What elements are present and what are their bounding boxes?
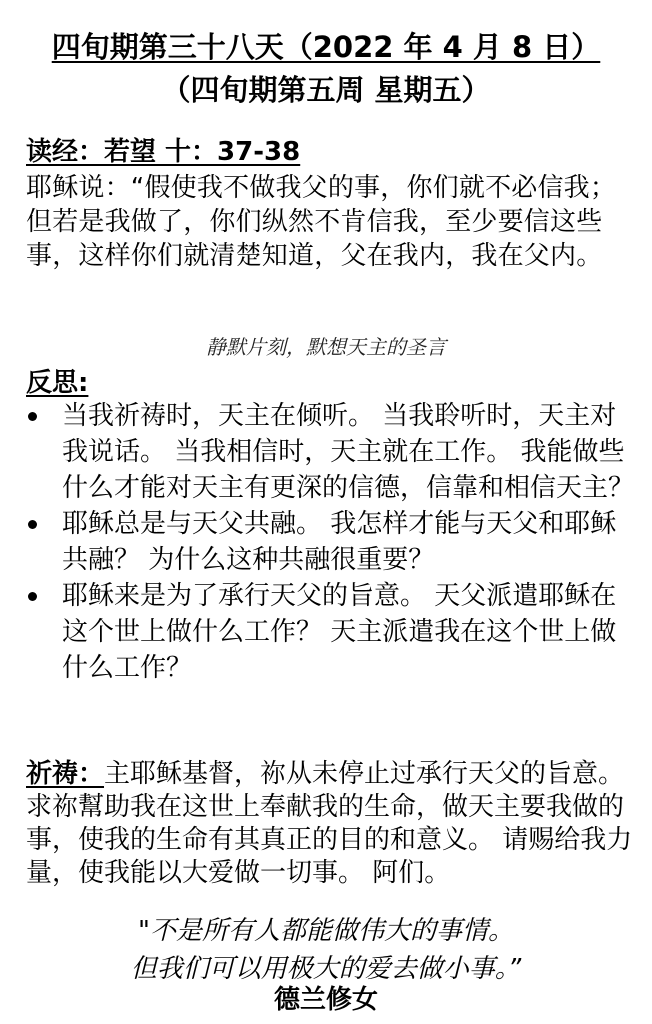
prayer-text: 主耶稣基督，祢从未停止过承行天父的旨意。 求祢幫助我在这世上奉献我的生命，做天主要我做的事，使我的生命有其真正的目的和意义。 请赐给我力量，使我能以大爱做一切事。 阿们。: [26, 759, 633, 888]
quote-author: 德兰修女: [273, 985, 378, 1015]
list-item: [26, 398, 636, 506]
bullet-icon: [28, 520, 37, 529]
list-item: [26, 578, 636, 686]
quote-line: 但我们可以用极大的爱去做小事。”: [130, 954, 522, 984]
reflection-list: [26, 398, 636, 686]
quote-line: "不是所有人都能做伟大的事情。: [138, 916, 514, 946]
list-item: [26, 506, 636, 578]
bullet-icon: [28, 412, 37, 421]
reflection-heading: 反思:: [26, 368, 89, 398]
page-title-text: 四旬期第三十八天（2022 年 4 月 8 日）: [51, 30, 601, 64]
reflection-item-text: 当我祈祷时，天主在倾听。 当我聆听时，天主对我说话。 当我相信时，天主就在工作。 我能做些什么才能对天主有更深的信德，信靠和相信天主？: [62, 401, 635, 503]
reading-text: [26, 171, 636, 273]
silence-note: 静默片刻，默想天主的圣言: [206, 335, 446, 359]
reading-heading: 读经：若望 十：37-38: [26, 137, 301, 167]
prayer-paragraph: [26, 758, 636, 890]
prayer-label: 祈祷：: [26, 759, 105, 789]
page-title: [0, 27, 652, 67]
reading-line: 但若是我做了，你们纵然不肯信我，至少要信这些事，这样你们就清楚知道，父在我内，我在父内。: [26, 207, 603, 271]
reflection-item-text: 耶稣总是与天父共融。 我怎样才能与天父和耶稣共融？ 为什么这种共融很重要？: [62, 509, 617, 575]
bullet-icon: [28, 592, 37, 601]
reading-line: 耶稣说：“假使我不做我父的事，你们就不必信我；: [26, 173, 617, 203]
quote: [0, 912, 652, 988]
page-subtitle: （四旬期第五周 星期五）: [161, 73, 491, 107]
reflection-item-text: 耶稣来是为了承行天父的旨意。 天父派遣耶稣在这个世上做什么工作？ 天主派遣我在这个世上做什么工作？: [62, 581, 617, 683]
